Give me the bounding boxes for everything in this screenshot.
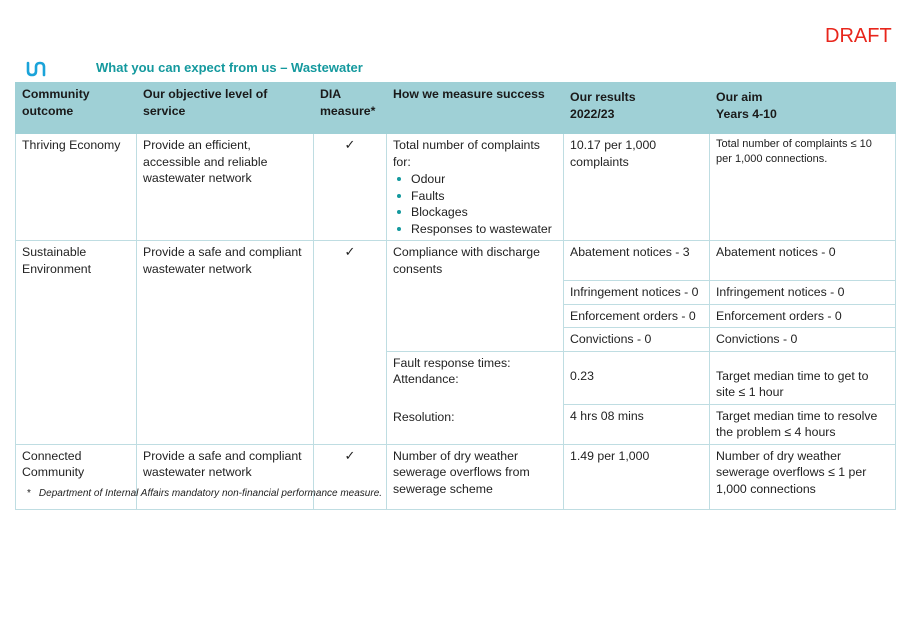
header-results-year: 2022/23 [570,106,615,121]
cell-measure-compliance: Compliance with discharge consents [387,241,564,352]
checkmark-icon: ✓ [344,447,356,463]
header-results-title: Our results [570,90,636,104]
cell-community: Connected Community [16,444,137,509]
cell-objective: Provide an efficient, accessible and reliable wastewater network [137,134,314,241]
list-item: Responses to wastewater [411,221,557,238]
cell-result: 0.23 [564,351,710,404]
cell-dia [314,134,387,241]
cell-result: Convictions - 0 [564,328,710,352]
measure-list [393,171,557,237]
cell-community: Thriving Economy [16,134,137,241]
cell-dia [314,241,387,445]
checkmark-icon: ✓ [344,137,356,152]
cell-result: Abatement notices - 3 [564,241,710,281]
attendance-label: Attendance: [393,372,459,386]
cell-measure-attendance [387,351,564,404]
cell-objective: Provide a safe and compliant wastewater network [137,444,314,509]
footnote-star: * [27,488,31,499]
list-item: Blockages [411,204,557,221]
page-heading: What you can expect from us – Wastewater [96,60,363,75]
cell-aim: Convictions - 0 [710,328,896,352]
cell-aim: Infringement notices - 0 [710,281,896,305]
list-item: Odour [411,171,557,188]
header-aim-title: Our aim [716,90,763,104]
measure-intro: Total number of complaints for: [393,138,540,169]
header-aim-years: Years 4-10 [716,106,777,121]
cell-result: Enforcement orders - 0 [564,304,710,328]
cell-result: 1.49 per 1,000 [564,444,710,509]
cell-aim: Target median time to get to site ≤ 1 hour [710,351,896,404]
cell-aim: Total number of complaints ≤ 10 per 1,000 connections. [710,134,896,241]
cell-measure: Number of dry weather sewerage overflows from sewerage scheme [387,444,564,509]
cell-dia [314,444,387,509]
cell-measure-resolution: Resolution: [387,404,564,444]
table-header-row [16,83,896,134]
table-row [16,444,896,509]
list-item: Faults [411,188,557,205]
cell-aim: Abatement notices - 0 [710,241,896,281]
checkmark-icon: ✓ [344,244,356,259]
header-results [564,83,710,134]
footnote [27,488,382,499]
cell-aim: Enforcement orders - 0 [710,304,896,328]
footnote-text: Department of Internal Affairs mandatory non-financial performance measure. [38,488,383,499]
cell-aim: Number of dry weather sewerage overflows ≤ 1 per 1,000 connections [710,444,896,509]
header-measure-success: How we measure success [387,83,564,134]
cell-objective: Provide a safe and compliant wastewater network [137,241,314,445]
header-objective: Our objective level of service [137,83,314,134]
header-community-outcome: Community outcome [16,83,137,134]
header-dia-measure: DIA measure* [314,83,387,134]
wave-logo-icon [25,60,49,78]
cell-result: 4 hrs 08 mins [564,404,710,444]
cell-aim: Target median time to resolve the problem ≤ 4 hours [710,404,896,444]
table-row [16,134,896,241]
cell-community: Sustainable Environment [16,241,137,445]
draft-label: DRAFT [825,25,892,47]
service-levels-table [15,82,896,510]
header-aim [710,83,896,134]
cell-result: 10.17 per 1,000 complaints [564,134,710,241]
table-row [16,241,896,281]
fault-title: Fault response times: [393,355,511,370]
cell-measure [387,134,564,241]
cell-result: Infringement notices - 0 [564,281,710,305]
